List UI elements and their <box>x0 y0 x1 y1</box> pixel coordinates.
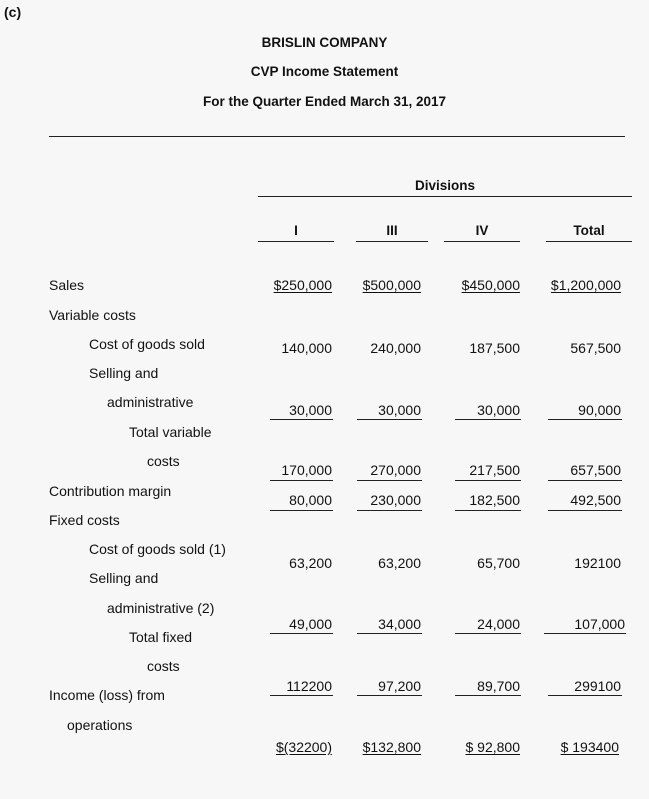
cell-total-fixed-iv: 89,700 <box>477 678 520 694</box>
header-rule <box>49 136 625 137</box>
underline-var-admin-total <box>548 419 622 420</box>
underline-total-fixed-total <box>548 695 622 696</box>
underline-contribution-margin-iv <box>455 510 521 511</box>
cell-contribution-margin-total: 492,500 <box>570 492 621 508</box>
cell-fixed-cogs-i: 63,200 <box>289 555 332 571</box>
label-operations: operations <box>67 717 133 733</box>
cell-contribution-margin-iii: 230,000 <box>370 492 421 508</box>
statement-period: For the Quarter Ended March 31, 2017 <box>202 94 447 109</box>
cell-var-cogs-total: 567,500 <box>570 340 621 356</box>
label-total-fixed: Total fixed <box>129 629 193 645</box>
cell-total-variable-i: 170,000 <box>281 462 332 478</box>
cell-fixed-admin-iv: 24,000 <box>477 616 520 632</box>
underline-total-variable-i <box>270 480 333 481</box>
underline-total-fixed-iii <box>357 695 422 696</box>
cell-contribution-margin-iv: 182,500 <box>469 492 520 508</box>
underline-total-fixed-i <box>270 695 333 696</box>
column-rule-iii <box>356 241 428 242</box>
label-income-loss: Income (loss) from <box>49 687 165 703</box>
cell-fixed-admin-i: 49,000 <box>289 616 332 632</box>
cell-contribution-margin-i: 80,000 <box>289 492 332 508</box>
label-var-cogs: Cost of goods sold <box>89 336 205 352</box>
label-fixed-administrative: administrative (2) <box>107 600 215 616</box>
label-total-variable: Total variable <box>129 424 212 440</box>
label-fixed-selling: Selling and <box>89 570 159 586</box>
cell-income-i: $(32200) <box>275 739 332 755</box>
underline-fixed-admin-i <box>270 633 333 634</box>
label-total-fixed-costs: costs <box>147 658 180 674</box>
cell-sales-total: $1,200,000 <box>550 277 621 293</box>
underline-contribution-margin-total <box>548 510 622 511</box>
cell-fixed-cogs-total: 192100 <box>574 555 621 571</box>
label-sales: Sales <box>49 277 85 293</box>
cell-fixed-admin-iii: 34,000 <box>378 616 421 632</box>
underline-var-admin-iv <box>455 419 521 420</box>
cell-fixed-cogs-iv: 65,700 <box>477 555 520 571</box>
column-header-i: I <box>294 223 298 238</box>
part-label: (c) <box>4 4 22 20</box>
cell-sales-i: $250,000 <box>273 277 332 293</box>
column-header-iv: IV <box>475 223 489 238</box>
cell-total-variable-iii: 270,000 <box>370 462 421 478</box>
label-fixed-costs: Fixed costs <box>49 512 120 528</box>
underline-total-variable-iii <box>357 480 422 481</box>
underline-contribution-margin-iii <box>357 510 422 511</box>
cell-var-cogs-iii: 240,000 <box>370 340 421 356</box>
cell-total-fixed-i: 112200 <box>286 678 332 694</box>
cell-income-iii: $132,800 <box>362 739 421 755</box>
column-rule-i <box>258 241 334 242</box>
cell-fixed-cogs-iii: 63,200 <box>378 555 421 571</box>
cell-var-admin-iv: 30,000 <box>477 402 520 418</box>
cell-sales-iii: $500,000 <box>362 277 421 293</box>
cell-total-fixed-iii: 97,200 <box>378 678 421 694</box>
cell-total-fixed-total: 299100 <box>574 678 621 694</box>
cell-income-total: $ 193400 <box>560 739 619 755</box>
label-fixed-cogs: Cost of goods sold (1) <box>89 541 226 557</box>
cell-total-variable-iv: 217,500 <box>469 462 520 478</box>
cell-var-admin-iii: 30,000 <box>378 402 421 418</box>
divisions-header: Divisions <box>414 178 476 193</box>
cell-var-cogs-i: 140,000 <box>281 340 332 356</box>
label-var-administrative: administrative <box>107 394 194 410</box>
statement-title: CVP Income Statement <box>250 64 399 79</box>
column-header-total: Total <box>573 223 605 238</box>
underline-total-fixed-iv <box>455 695 521 696</box>
company-name: BRISLIN COMPANY <box>261 35 388 50</box>
label-variable-costs: Variable costs <box>49 307 136 323</box>
cell-fixed-admin-total: 107,000 <box>574 616 625 632</box>
underline-fixed-admin-iv <box>455 633 521 634</box>
underline-var-admin-i <box>270 419 333 420</box>
cell-var-admin-i: 30,000 <box>289 402 332 418</box>
underline-fixed-admin-iii <box>357 633 422 634</box>
column-rule-total <box>546 241 632 242</box>
cell-income-iv: $ 92,800 <box>465 739 520 755</box>
column-rule-iv <box>444 241 520 242</box>
cell-sales-iv: $450,000 <box>461 277 520 293</box>
cell-total-variable-total: 657,500 <box>570 462 621 478</box>
cell-var-admin-total: 90,000 <box>578 402 621 418</box>
underline-total-variable-total <box>548 480 622 481</box>
label-contribution-margin: Contribution margin <box>49 483 172 499</box>
underline-total-variable-iv <box>455 480 521 481</box>
underline-contribution-margin-i <box>270 510 333 511</box>
label-total-variable-costs: costs <box>147 453 180 469</box>
cell-var-cogs-iv: 187,500 <box>469 340 520 356</box>
underline-var-admin-iii <box>357 419 422 420</box>
divisions-rule <box>258 196 632 197</box>
underline-fixed-admin-total <box>544 633 626 634</box>
column-header-iii: III <box>386 223 398 238</box>
label-var-selling: Selling and <box>89 365 159 381</box>
